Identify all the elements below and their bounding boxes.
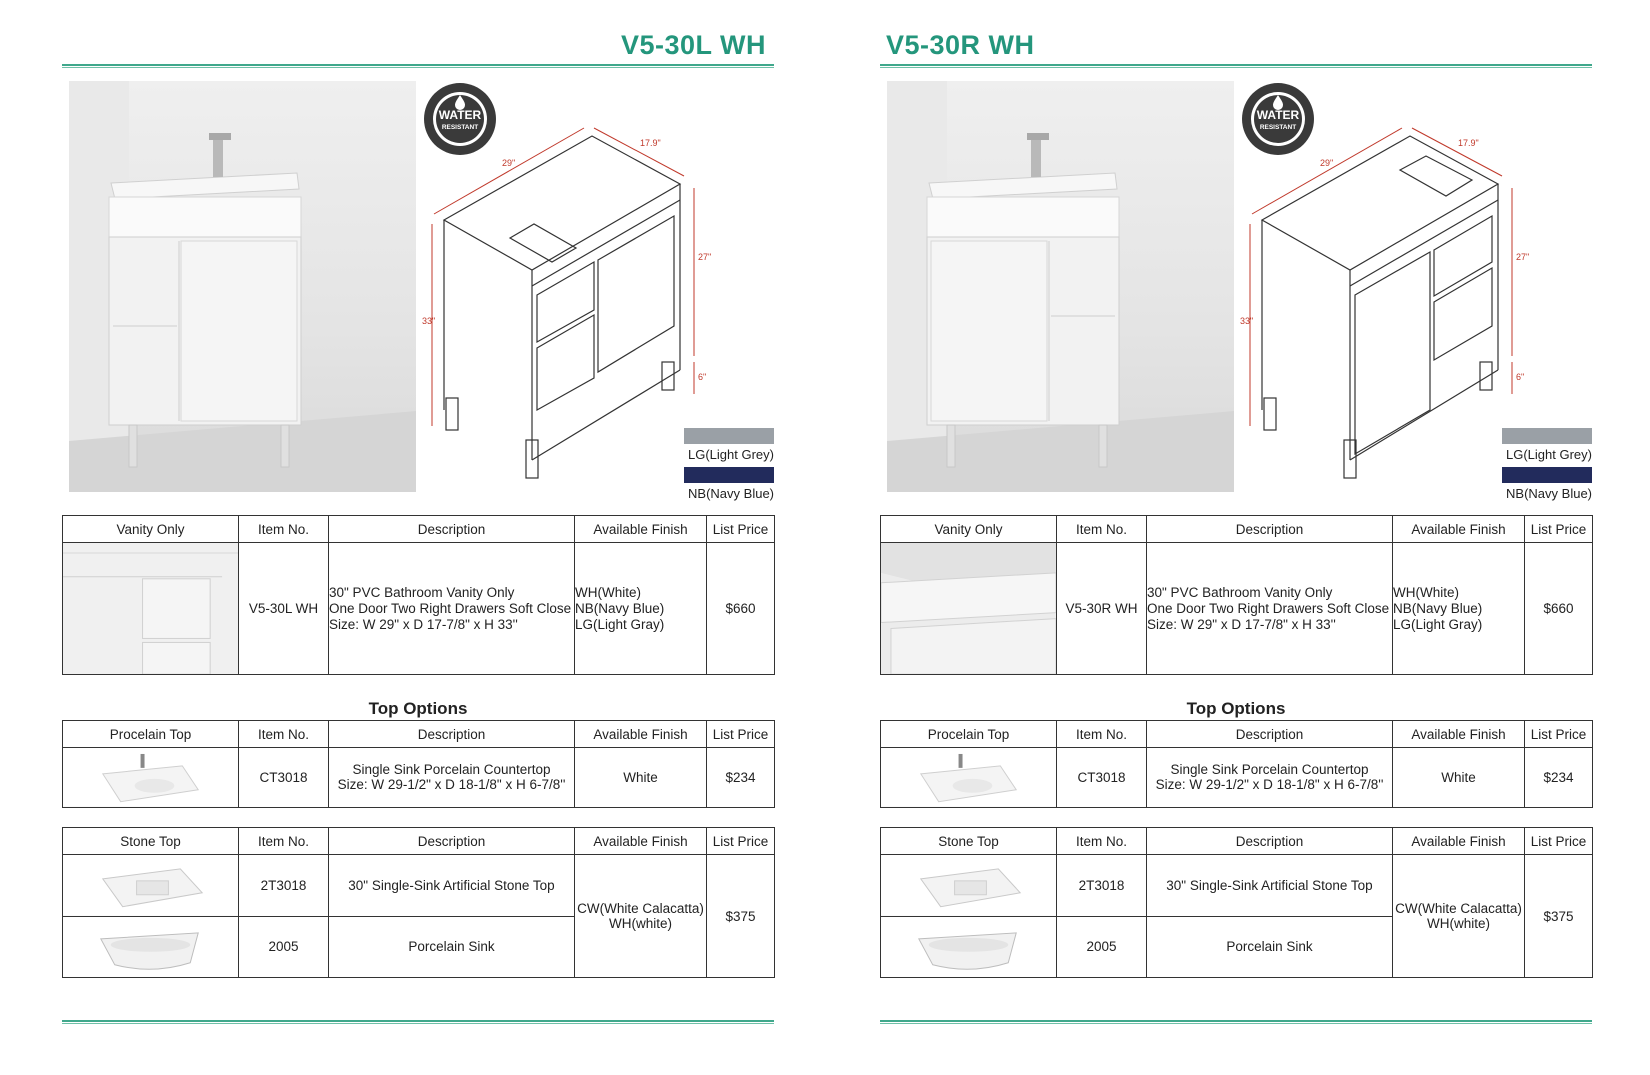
stone-top-thumbnail (63, 855, 239, 917)
desc-line: Size: W 29-1/2" x D 18-1/8" x H 6-7/8'' (1155, 777, 1384, 793)
finish-line: WH(White) (575, 584, 641, 600)
col-header: Description (1147, 828, 1393, 855)
finish-line: LG(Light Gray) (575, 616, 665, 632)
desc-line: Size: W 29" x D 17-7/8" x H 33'' (1147, 616, 1336, 632)
desc-line: One Door Two Right Drawers Soft Close (329, 600, 572, 616)
col-header: Item No. (239, 721, 329, 748)
col-header: Available Finish (1393, 516, 1525, 543)
catalog-page-left (62, 0, 774, 1075)
dim-depth: 17.9" (1458, 138, 1479, 148)
desc-line: 30" PVC Bathroom Vanity Only (1147, 584, 1333, 600)
product-title: V5-30L WH (620, 30, 766, 60)
col-header: Available Finish (1393, 721, 1525, 748)
col-header: Item No. (1057, 516, 1147, 543)
desc-line: Single Sink Porcelain Countertop (1170, 762, 1369, 778)
col-header: List Price (1525, 721, 1593, 748)
swatch-light-grey (1502, 428, 1592, 444)
vanity-table (62, 515, 775, 675)
stone-top-table (880, 827, 1593, 978)
stone-top-table (62, 827, 775, 978)
col-header: List Price (707, 721, 775, 748)
footer-rule (62, 1020, 774, 1025)
dim-body: 27" (698, 252, 712, 262)
finish-line: WH(White) (1393, 584, 1459, 600)
finish-line: CW(White Calacatta) (577, 901, 704, 917)
desc-line: 30" PVC Bathroom Vanity Only (329, 584, 515, 600)
col-header: Stone Top (63, 828, 239, 855)
available-finish (1393, 855, 1525, 978)
product-photo (69, 81, 416, 492)
item-no: 2T3018 (1057, 855, 1147, 917)
col-header: List Price (707, 828, 775, 855)
stone-top-thumbnail (881, 855, 1057, 917)
col-header: Description (1147, 516, 1393, 543)
item-no: V5-30L WH (239, 543, 329, 675)
header-rule (62, 64, 774, 69)
description: 30" Single-Sink Artificial Stone Top (329, 855, 575, 917)
list-price: $375 (707, 855, 775, 978)
vanity-thumbnail (63, 543, 239, 675)
item-no: 2005 (239, 916, 329, 978)
item-no: CT3018 (239, 748, 329, 808)
description: Porcelain Sink (329, 916, 575, 978)
porcelain-top-thumbnail (63, 748, 239, 808)
vanity-thumbnail (881, 543, 1057, 675)
dim-leg: 6" (698, 372, 707, 382)
desc-line: Size: W 29-1/2" x D 18-1/8" x H 6-7/8'' (337, 777, 566, 793)
finish-line: WH(white) (609, 916, 672, 932)
badge-line2: RESISTANT (1259, 124, 1297, 131)
porcelain-top-thumbnail (881, 748, 1057, 808)
col-header: Vanity Only (63, 516, 239, 543)
col-header: Description (329, 516, 575, 543)
available-finish: White (1393, 748, 1525, 808)
swatch-label: LG(Light Grey) (688, 447, 774, 462)
badge-line1: WATER (438, 108, 482, 122)
product-title: V5-30R WH (886, 30, 1035, 60)
item-no: CT3018 (1057, 748, 1147, 808)
list-price: $375 (1525, 855, 1593, 978)
sink-thumbnail (63, 916, 239, 978)
finish-line: LG(Light Gray) (1393, 616, 1483, 632)
dim-height: 33" (1240, 316, 1254, 326)
dim-depth: 17.9" (640, 138, 661, 148)
description (1147, 543, 1393, 675)
description (329, 543, 575, 675)
swatch-label: NB(Navy Blue) (1506, 486, 1592, 501)
color-swatches (682, 428, 774, 506)
col-header: Description (329, 721, 575, 748)
badge-line1: WATER (1256, 108, 1300, 122)
col-header: Available Finish (575, 516, 707, 543)
col-header: Procelain Top (881, 721, 1057, 748)
swatch-navy-blue (684, 467, 774, 483)
dim-height: 33" (422, 316, 436, 326)
top-options-title: Top Options (1186, 699, 1286, 718)
porcelain-top-table (62, 720, 775, 808)
col-header: Available Finish (1393, 828, 1525, 855)
col-header: Item No. (1057, 721, 1147, 748)
col-header: List Price (707, 516, 775, 543)
finish-line: WH(white) (1427, 916, 1490, 932)
header-rule (880, 64, 1592, 69)
porcelain-top-table (880, 720, 1593, 808)
description: Porcelain Sink (1147, 916, 1393, 978)
col-header: List Price (1525, 828, 1593, 855)
col-header: Stone Top (881, 828, 1057, 855)
swatch-light-grey (684, 428, 774, 444)
description (1147, 748, 1393, 808)
swatch-navy-blue (1502, 467, 1592, 483)
finish-line: CW(White Calacatta) (1395, 901, 1522, 917)
list-price: $234 (707, 748, 775, 808)
dim-width: 29" (1320, 158, 1334, 168)
product-photo (887, 81, 1234, 492)
col-header: List Price (1525, 516, 1593, 543)
finish-line: NB(Navy Blue) (1393, 600, 1483, 616)
col-header: Description (1147, 721, 1393, 748)
dim-body: 27" (1516, 252, 1530, 262)
available-finish: White (575, 748, 707, 808)
description: 30" Single-Sink Artificial Stone Top (1147, 855, 1393, 917)
sink-thumbnail (881, 916, 1057, 978)
col-header: Vanity Only (881, 516, 1057, 543)
finish-line: NB(Navy Blue) (575, 600, 665, 616)
col-header: Item No. (1057, 828, 1147, 855)
list-price: $660 (1525, 543, 1593, 675)
col-header: Available Finish (575, 721, 707, 748)
list-price: $660 (707, 543, 775, 675)
desc-line: Single Sink Porcelain Countertop (352, 762, 551, 778)
dim-width: 29" (502, 158, 516, 168)
top-options-title: Top Options (368, 699, 468, 718)
item-no: V5-30R WH (1057, 543, 1147, 675)
available-finish (1393, 543, 1525, 675)
item-no: 2005 (1057, 916, 1147, 978)
col-header: Item No. (239, 828, 329, 855)
col-header: Available Finish (575, 828, 707, 855)
desc-line: Size: W 29" x D 17-7/8" x H 33'' (329, 616, 518, 632)
swatch-label: LG(Light Grey) (1506, 447, 1592, 462)
swatch-label: NB(Navy Blue) (688, 486, 774, 501)
available-finish (575, 543, 707, 675)
description (329, 748, 575, 808)
desc-line: One Door Two Right Drawers Soft Close (1147, 600, 1390, 616)
item-no: 2T3018 (239, 855, 329, 917)
catalog-page-right (880, 0, 1592, 1075)
dim-leg: 6" (1516, 372, 1525, 382)
list-price: $234 (1525, 748, 1593, 808)
col-header: Procelain Top (63, 721, 239, 748)
vanity-table (880, 515, 1593, 675)
available-finish (575, 855, 707, 978)
footer-rule (880, 1020, 1592, 1025)
col-header: Item No. (239, 516, 329, 543)
badge-line2: RESISTANT (441, 124, 479, 131)
col-header: Description (329, 828, 575, 855)
color-swatches (1500, 428, 1592, 506)
